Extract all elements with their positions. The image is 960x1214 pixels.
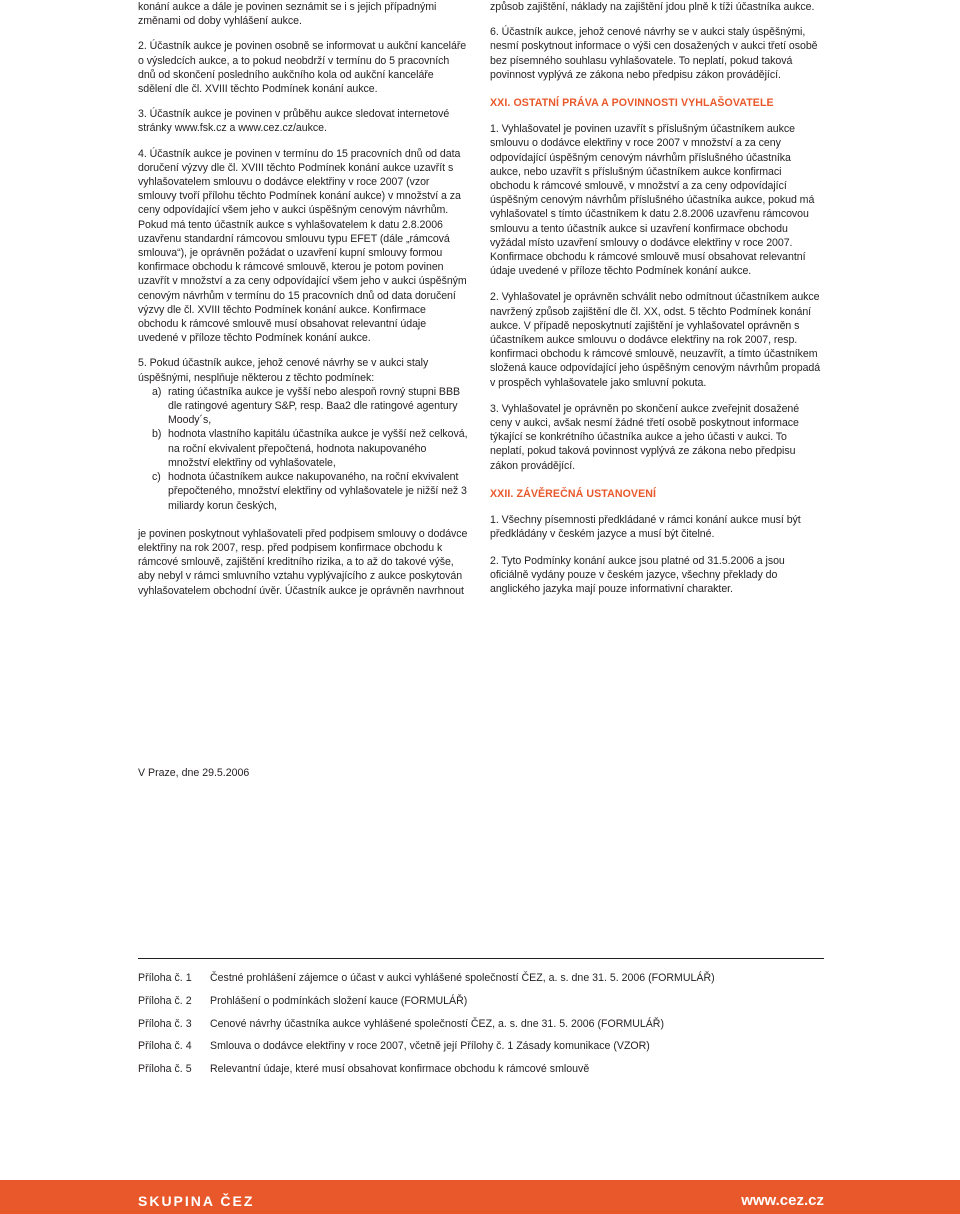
paragraph-2: 2. Účastník aukce je povinen osobně se informovat u aukční kanceláře o výsledcích aukce, a to pokud neobdrží v termínu do 5 pracovních dnů od skončení posledního aukčního kola od aukční kanceláře sdělení dle čl. XVIII těchto Podmínek konání aukce. [138, 40, 467, 96]
list-item [138, 470, 468, 513]
annex-label: Příloha č. 3 [138, 1018, 192, 1030]
section-xxii-paragraph-2: 2. Tyto Podmínky konání aukce jsou platné od 31.5.2006 a jsou oficiálně vydány pouze v českém jazyce, všechny překlady do anglického jazyka mají pouze informativní charakter. [490, 554, 785, 595]
list-marker: b) [152, 428, 162, 441]
annex-label: Příloha č. 5 [138, 1063, 192, 1075]
paragraph-5-continuation: je povinen poskytnout vyhlašovateli před podpisem smlouvy o dodávce elektřiny na rok 2007, resp. před podpisem konfirmace obchodu k rámcové smlouvě, zajištění kreditního rizika, a to až do takové výše, aby nebyl v rámci smluvního vztahu vyplývajícího z aukce poskytován vyhlašovatelem obchodní úvěr. Účastník aukce je oprávněn navrhnout [138, 527, 468, 597]
annex-label: Příloha č. 4 [138, 1040, 192, 1052]
list-item [138, 427, 468, 470]
divider [138, 958, 824, 959]
annex-title: Prohlášení o podmínkách složení kauce (FORMULÁŘ) [210, 995, 468, 1007]
list-item-text: hodnota účastníkem aukce nakupovaného, na roční ekvivalent přepočteného, množství elektřiny od vyhlašovatele je nižší než 3 miliardy korun českých, [168, 471, 467, 512]
list-marker: a) [152, 385, 162, 398]
right-column [490, 0, 824, 608]
website-link[interactable]: www.cez.cz [741, 1192, 824, 1209]
list-item-text: rating účastníka aukce je vyšší nebo alespoň rovný stupni BBB dle ratingové agentury S&P, resp. Baa2 dle ratingové agentury Moody´s, [168, 385, 460, 427]
footer-bar [0, 1180, 960, 1214]
paragraph-5: 5. Pokud účastník aukce, jehož cenové návrhy se v aukci staly úspěšnými, nesplňuje některou z těchto podmínek: [138, 357, 429, 384]
paragraph-3: 3. Účastník aukce je povinen v průběhu aukce sledovat internetové stránky www.fsk.cz a www.cez.cz/aukce. [138, 108, 450, 135]
section-xxi-paragraph-1: 1. Vyhlašovatel je povinen uzavřít s příslušným účastníkem aukce smlouvu o dodávce elektřiny v roce 2007 v množství a za ceny odpovídající úspěšným cenovým návrhům příslušného účastníka aukce, nebo uzavřít s příslušným účastníkem aukce konfirmaci obchodu k rámcové smlouvě, v množství a za ceny odpovídající úspěšným cenovým návrhům příslušného účastníka aukce, pokud má vyhlašovatel s tímto účastníkem k datu 2.8.2006 uzavřenu rámcovou smlouvu a tento účastník aukce si uzavření konfirmace obchodu vyžádal místo uzavření smlouvy o dodávce elektřiny v roce 2007. Konfirmace obchodu k rámcové smlouvě musí obsahovat relevantní údaje uvedené v příloze těchto Podmínek konání aukce. [490, 123, 815, 278]
list-item [138, 385, 468, 428]
section-xxi-paragraph-2: 2. Vyhlašovatel je oprávněn schválit nebo odmítnout účastníkem aukce navržený způsob zajištění dle čl. XX, odst. 5 těchto Podmínek konání aukce. V případě neposkytnutí zajištění je vyhlašovatel oprávněn s účastníkem aukce smlouvu o dodávce elektřiny na rok 2007, resp. konfirmaci obchodu k rámcové smlouvě, neuzavřít, a tímto účastníkem složená kauce odpovídající jeho úspěšným cenovým návrhům propadá v prospěch vyhlašovatele jako smluvní pokuta. [490, 291, 821, 389]
section-title-xxi: XXI. OSTATNÍ PRÁVA A POVINNOSTI VYHLAŠOVATELE [490, 97, 774, 110]
annex-title: Relevantní údaje, které musí obsahovat konfirmace obchodu k rámcové smlouvě [210, 1063, 590, 1075]
section-xxi-paragraph-3: 3. Vyhlašovatel je oprávněn po skončení aukce zveřejnit dosažené ceny v aukci, avšak nesmí žádné třetí osobě poskytnout informace týkající se konkrétního účastníka aukce a jeho účasti v aukci. To neplatí, pokud taková povinnost vyplývá ze zákona nebo předpisu zákon provádějící. [490, 402, 800, 472]
conditions-list [138, 385, 468, 513]
paragraph-6: 6. Účastník aukce, jehož cenové návrhy se v aukci staly úspěšnými, nesmí poskytnout informace o výši cen dosažených v aukci třetí osobě bez písemného souhlasu vyhlašovatele. To neplatí, pokud taková povinnost vyplývá ze zákona nebo předpisu zákon provádějící. [490, 26, 818, 81]
left-column [138, 0, 468, 610]
list-item-text: hodnota vlastního kapitálu účastníka aukce je vyšší než celková, na roční ekvivalent přepočtená, hodnota nakupovaného množství elektřiny od vyhlašovatele, [168, 428, 468, 469]
brand-logo: SKUPINA ČEZ [138, 1193, 255, 1209]
left-intro-paragraph: konání aukce a dále je povinen seznámit se i s jejich případnými změnami od doby vyhlášení aukce. [138, 1, 437, 28]
section-title-xxii: XXII. ZÁVĚREČNÁ USTANOVENÍ [490, 487, 657, 500]
annex-label: Příloha č. 2 [138, 995, 192, 1007]
list-marker: c) [152, 471, 161, 484]
paragraph-4: 4. Účastník aukce je povinen v termínu do 15 pracovních dnů od data doručení výzvy dle čl. XVIII těchto Podmínek konání aukce uzavřít s vyhlašovatelem smlouvu o dodávce elektřiny v roce 2007 (vzor smlouvy tvoří přílohu těchto Podmínek konání aukce) v množství a za ceny odpovídající všem jeho v aukci úspěšným cenovým návrhům. Pokud má tento účastník aukce s vyhlašovatelem k datu 2.8.2006 uzavřenu standardní rámcovou smlouvu typu EFET (dále „rámcová smlouva“), je oprávněn požádat o uzavření kupní smlouvy formou konfirmace obchodu k rámcové smlouvě, kterou je potom povinen uzavřít v množství a za ceny odpovídající všem jeho v aukci úspěšným cenovým návrhům v termínu do 15 pracovních dnů od data doručení výzvy dle čl. XVIII těchto Podmínek konání aukce. Konfirmace obchodu k rámcové smlouvě musí obsahovat relevantní údaje uvedené v příloze těchto Podmínek konání aukce. [138, 147, 467, 345]
annex-title: Cenové návrhy účastníka aukce vyhlášené společností ČEZ, a. s. dne 31. 5. 2006 (FORMULÁŘ) [210, 1018, 664, 1030]
annex-title: Smlouva o dodávce elektřiny v roce 2007, včetně její Přílohy č. 1 Zásady komunikace (VZOR) [210, 1040, 650, 1052]
annex-label: Příloha č. 1 [138, 972, 192, 984]
place-date: V Praze, dne 29.5.2006 [138, 767, 250, 779]
right-intro-paragraph: způsob zajištění, náklady na zajištění jdou plně k tíži účastníka aukce. [490, 1, 815, 13]
section-xxii-paragraph-1: 1. Všechny písemnosti předkládané v rámci konání aukce musí být předkládány v českém jazyce a musí být čitelné. [490, 514, 801, 541]
annex-title: Čestné prohlášení zájemce o účast v aukci vyhlášené společností ČEZ, a. s. dne 31. 5. 2006 (FORMULÁŘ) [210, 972, 715, 984]
